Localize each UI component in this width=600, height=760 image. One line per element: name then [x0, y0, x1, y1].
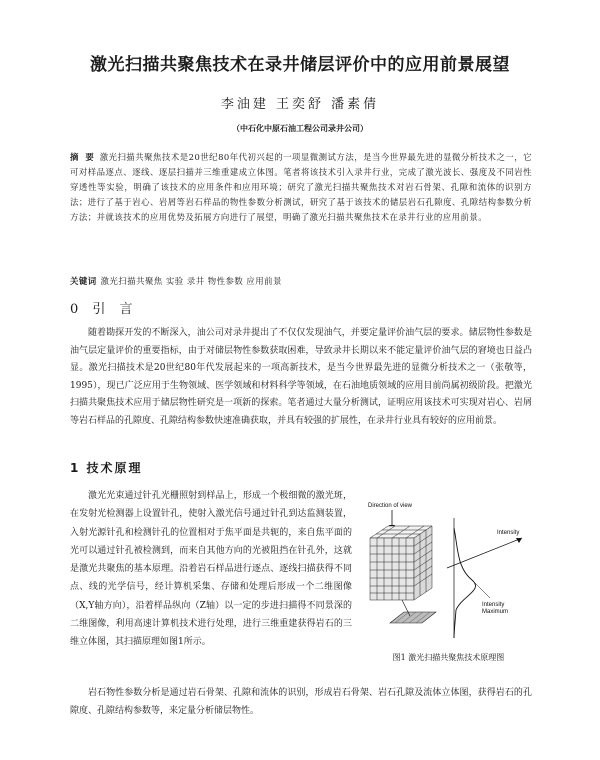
keywords-text: 激光扫描共聚焦 实验 录井 物性参数 应用前景 — [100, 276, 282, 286]
keywords — [70, 275, 532, 287]
abstract — [70, 150, 532, 225]
paper-authors: 李油建 王奕舒 潘素倩 — [220, 97, 380, 112]
intro-heading: 0 引 言 — [70, 302, 138, 317]
figure-label-max: Intensity — [482, 602, 505, 608]
figure-label-max2: Maximum — [482, 609, 509, 615]
figure-label-direction: Direction of view — [368, 503, 413, 509]
intensity-curve — [454, 528, 476, 638]
figure-caption: 图1 激光扫描共聚焦技术原理图 — [392, 653, 505, 662]
tech-heading: 1 技术原理 — [70, 461, 143, 475]
confocal-principle-figure — [362, 498, 537, 648]
keywords-label: 关键词 — [70, 276, 97, 286]
intensity-axis-head — [516, 538, 522, 543]
rock-properties-paragraph: 岩石物性参数分析是通过岩石骨架、孔隙和流体的识别，形成岩石骨架、岩石孔隙及流体立体图，获得岩石的孔隙度、孔隙结构参数等，来定量分析储层物性。 — [70, 688, 532, 716]
tech-paragraph: 激光光束通过针孔光栅照射到样品上，形成一个极细微的激光斑，在发射光检测器上设置针孔，使射入激光信号通过针孔到达监测装置，入射光源针孔和检测针孔的位置相对于焦平面是共轭的，来自焦平面的光可以通过针孔被检测到，而来自其他方向的光被阻挡在针孔外，这就是激光共聚焦的基本原理。沿着岩石样品进行逐点、逐线扫描获得不同点、线的光学信号，经计算机采集、存储和处理后形成一个二维图像（X,Y轴方向），沿着样品纵向（Z轴）以一定的步进扫描得不同景深的二维图像，利用高速计算机技术进行处理，进行三维重建获得岩石的三维立体图，其扫描原理如图1所示。 — [70, 491, 352, 648]
intro-paragraph: 随着勘探开发的不断深入，油公司对录井提出了不仅仅发现油气，并要定量评价油气层的要求。储层物性参数是油气层定量评价的重要指标，由于对储层物性参数获取困难，导致录井长期以来不能定量评价油气层的窘境也日益凸显。激光扫描技术是20世纪80年代发展起来的一项高新技术，是当今世界最先进的显微分析技术之一（张敬等，1995），现已广泛应用于生物领域、医学领域和材料科学等领域，在石油地质领域的应用目前尚属初级阶段。把激光扫描共聚焦技术应用于储层物性研究是一项新的探索。笔者通过大量分析测试，证明应用该技术可实现对岩心、岩屑等岩石样品的孔隙度、孔隙结构参数快速准确获取，并具有较强的扩展性，在录井行业具有较好的应用前景。 — [70, 328, 532, 426]
paper-title: 激光扫描共聚焦技术在录井储层评价中的应用前景展望 — [90, 55, 510, 75]
grid-cube — [370, 526, 432, 600]
paper-affiliation: （中石化中原石油工程公司录井公司） — [232, 124, 368, 133]
abstract-text: 激光扫描共聚焦技术是20世纪80年代初兴起的一项显微测试方法，是当今世界最先进的显微分析技术之一，它可对样品逐点、逐线、逐层扫描并三维重建成立体图。笔者将该技术引入录井行业，完成了激光波长、强度及不同岩性穿透性等实验，明确了该技术的应用条件和应用环境；研究了激光扫描共聚焦技术对岩石骨架、孔隙和流体的识别方法；进行了基于岩心、岩屑等岩石样品的物性参数分析测试，研究了基于该技术的储层岩石孔隙度、孔隙结构参数分析方法；并就该技术的应用优势及拓展方向进行了展望，明确了激光扫描共聚焦技术在录井行业的应用前景。 — [70, 152, 532, 222]
abstract-label: 摘 要 — [70, 152, 96, 162]
figure-label-intensity: Intensity — [497, 530, 520, 536]
